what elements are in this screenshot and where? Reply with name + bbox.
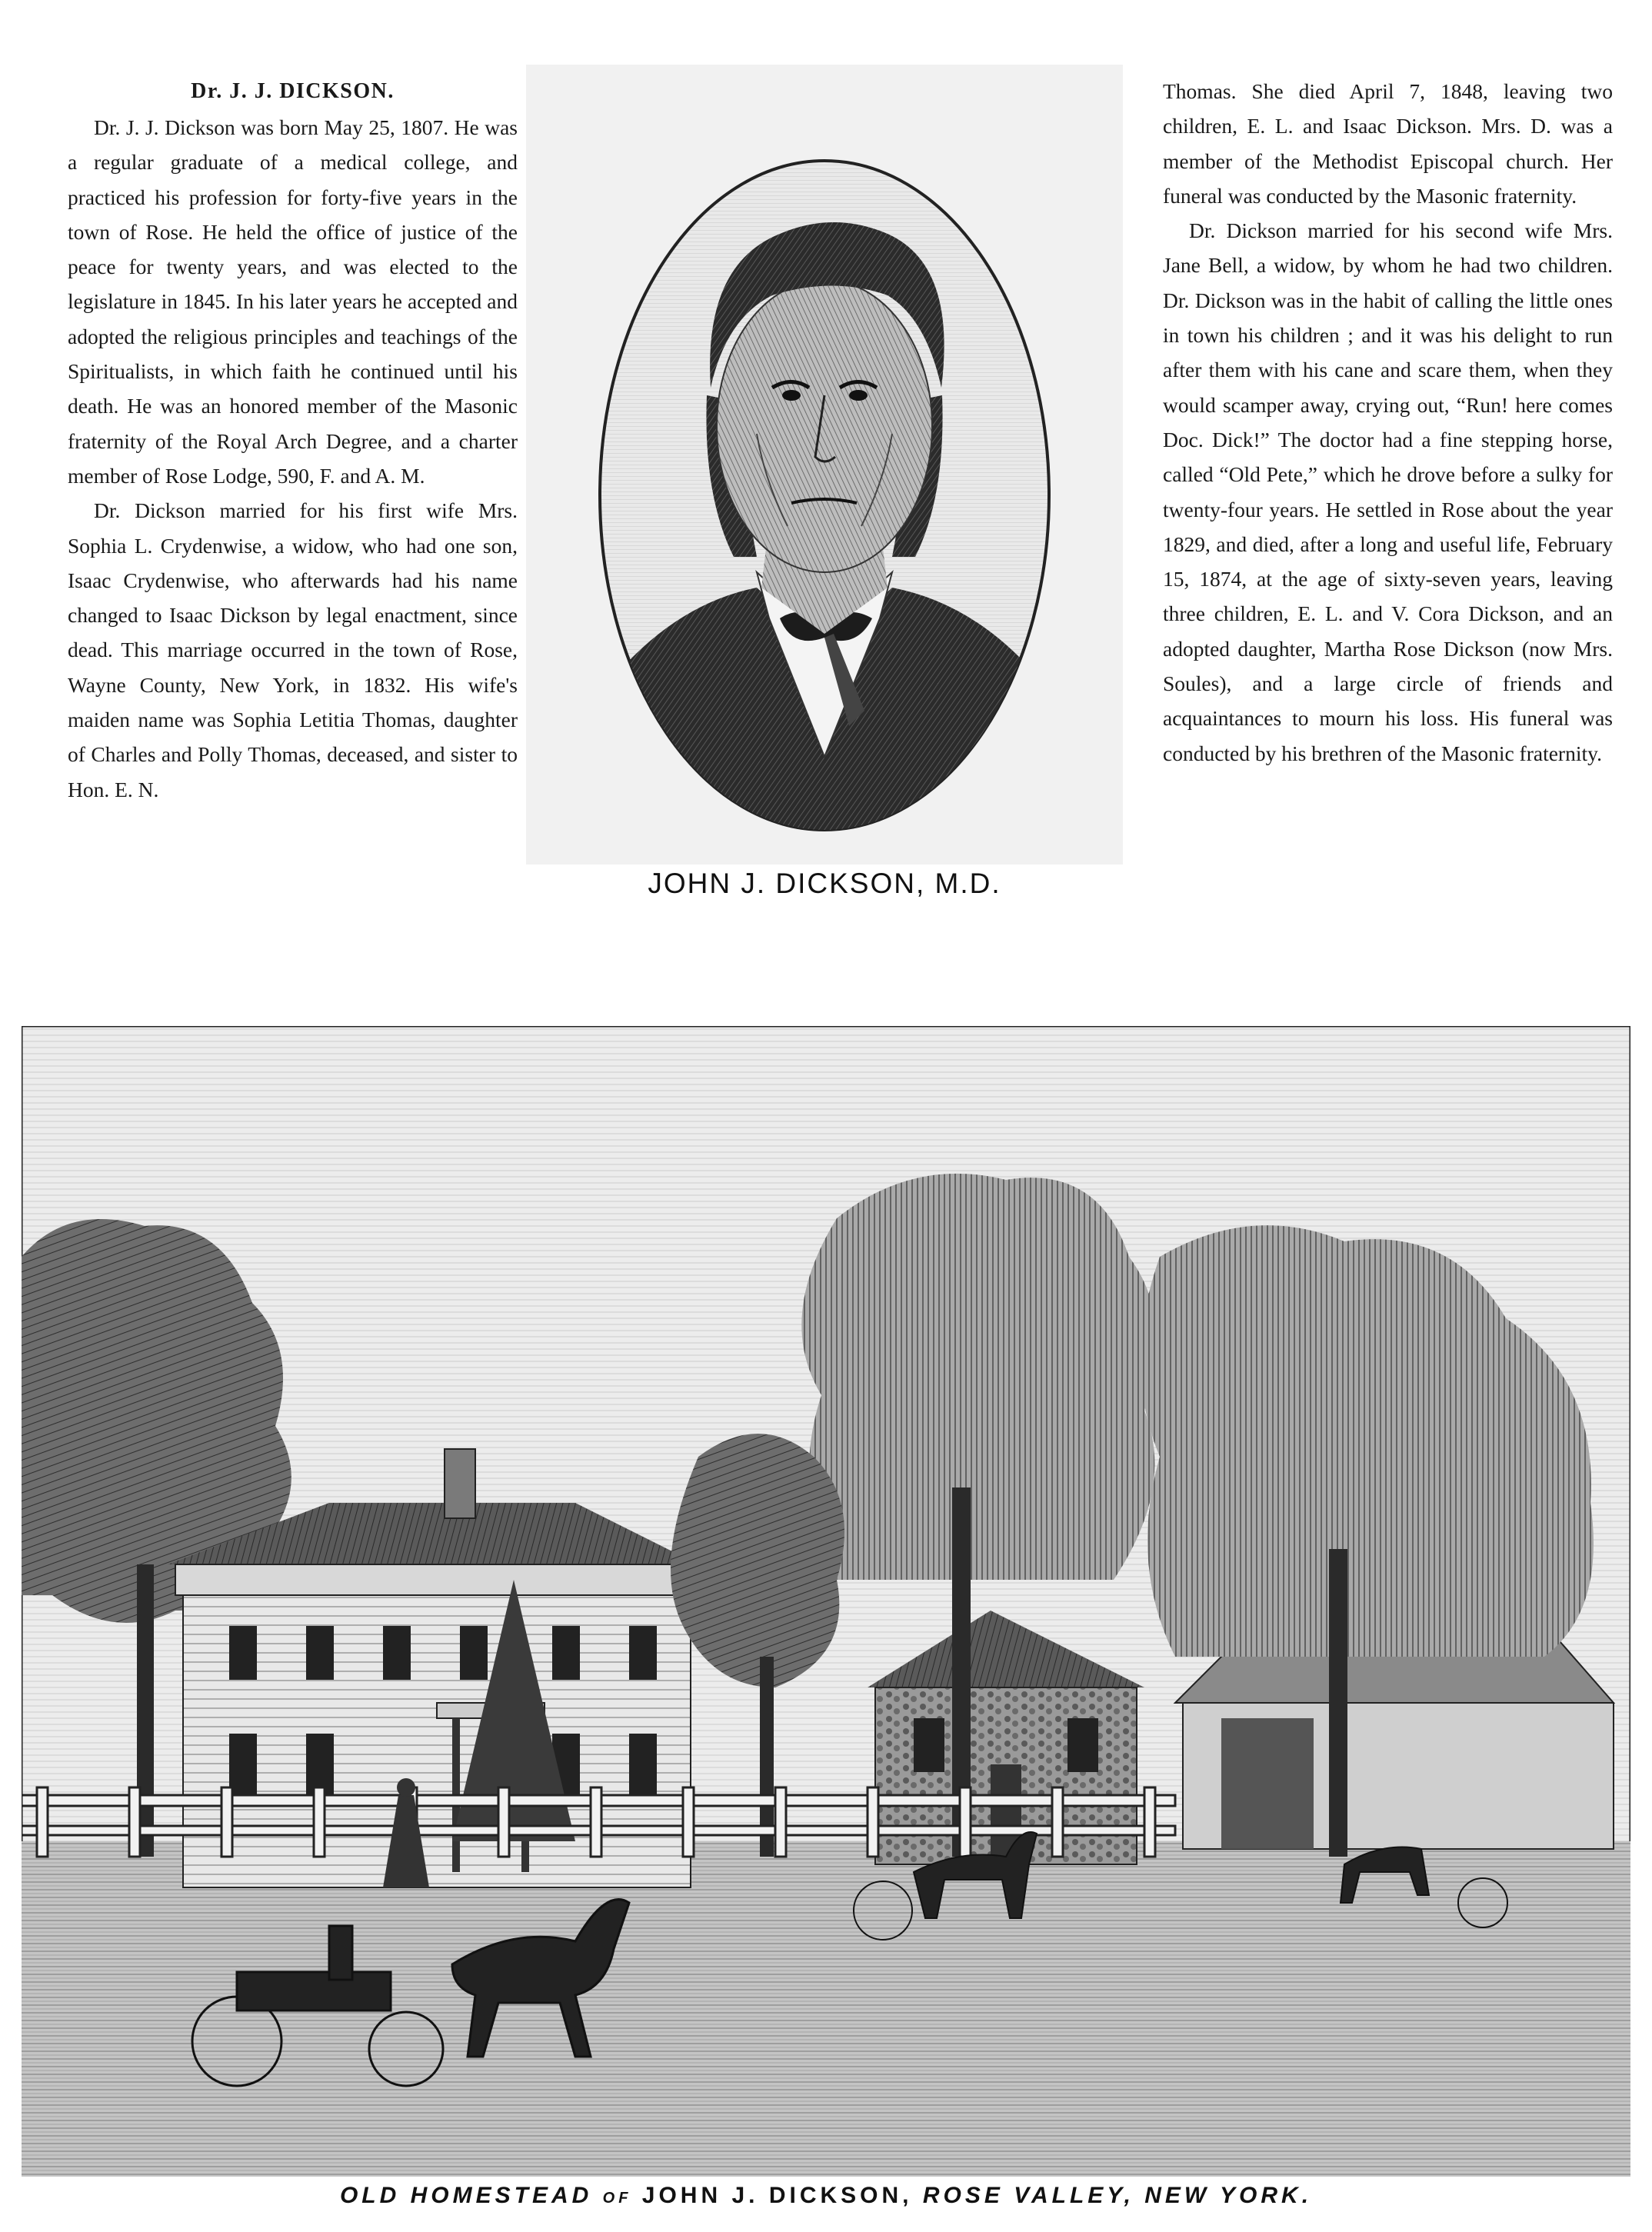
homestead-image bbox=[22, 1026, 1630, 2177]
portrait-caption: JOHN J. DICKSON, M.D. bbox=[648, 868, 1001, 899]
biography-continuation: Thomas. She died April 7, 1848, leaving two children, E. L. and Isaac Dickson. Mrs. D. was a member of the Methodist Episcopal church. Her funeral was conducted by the Masonic fraternity. bbox=[1163, 79, 1613, 208]
biography-paragraph-3: Dr. Dickson married for his second wife Mrs. Jane Bell, a widow, by whom he had two children. Dr. Dickson was in the habit of calling the little ones in town his children ; and it was his delight to run after them with his cane and scare them, when they would scamper away, crying out, “Run! here comes Doc. Dick!” The doctor had a fine stepping horse, called “Old Pete,” which he drove before a sulky for twenty-four years. He settled in Rose about the year 1829, and died, after a long and useful life, February 15, 1874, at the age of sixty-seven years, leaving three children, E. L. and V. Cora Dickson, and an adopted daughter, Martha Rose Dickson (now Mrs. Soules), and a large circle of friends and acquaintances to mourn his loss. His funeral was conducted by his brethren of the Masonic fraternity. bbox=[1163, 218, 1613, 765]
portrait-image bbox=[526, 65, 1123, 864]
portrait-engraving bbox=[526, 65, 1123, 864]
biography-paragraph-1: Dr. J. J. Dickson was born May 25, 1807. He was a regular graduate of a medical college, and practiced his profession for forty-five years in the town of Rose. He held the office of justice of the peace for twenty years, and was elected to the legislature in 1845. In his later years he accepted and adopted the religious principles and teachings of the Spiritualists, in which faith he continued until his death. He was an honored member of the Masonic fraternity of the Royal Arch Degree, and a charter member of Rose Lodge, 590, F. and A. M. bbox=[68, 115, 518, 488]
biography-paragraph-2: Dr. Dickson married for his first wife Mrs. Sophia L. Crydenwise, a widow, who had one son, Isaac Crydenwise, who afterwards had his name changed to Isaac Dickson by legal enactment, since dead. This marriage occurred in the town of Rose, Wayne County, New York, in 1832. His wife's maiden name was Sophia Letitia Thomas, daughter of Charles and Polly Thomas, deceased, and sister to Hon. E. N. bbox=[68, 498, 518, 801]
homestead-engraving bbox=[22, 1026, 1630, 2177]
barn bbox=[1175, 1641, 1614, 1849]
left-text-column bbox=[68, 74, 518, 807]
homestead-caption bbox=[0, 2183, 1652, 2209]
homestead-caption-part2: JOHN J. DICKSON, bbox=[641, 2183, 913, 2208]
homestead-caption-part1: OLD HOMESTEAD bbox=[339, 2183, 593, 2208]
portrait-face bbox=[717, 280, 932, 572]
right-text-column bbox=[1163, 74, 1613, 771]
homestead-caption-part3: ROSE VALLEY, NEW YORK. bbox=[922, 2183, 1313, 2208]
willow-tree-1 bbox=[801, 1174, 1157, 1580]
homestead-caption-of: OF bbox=[602, 2190, 632, 2207]
article-heading: Dr. J. J. DICKSON. bbox=[191, 79, 395, 103]
